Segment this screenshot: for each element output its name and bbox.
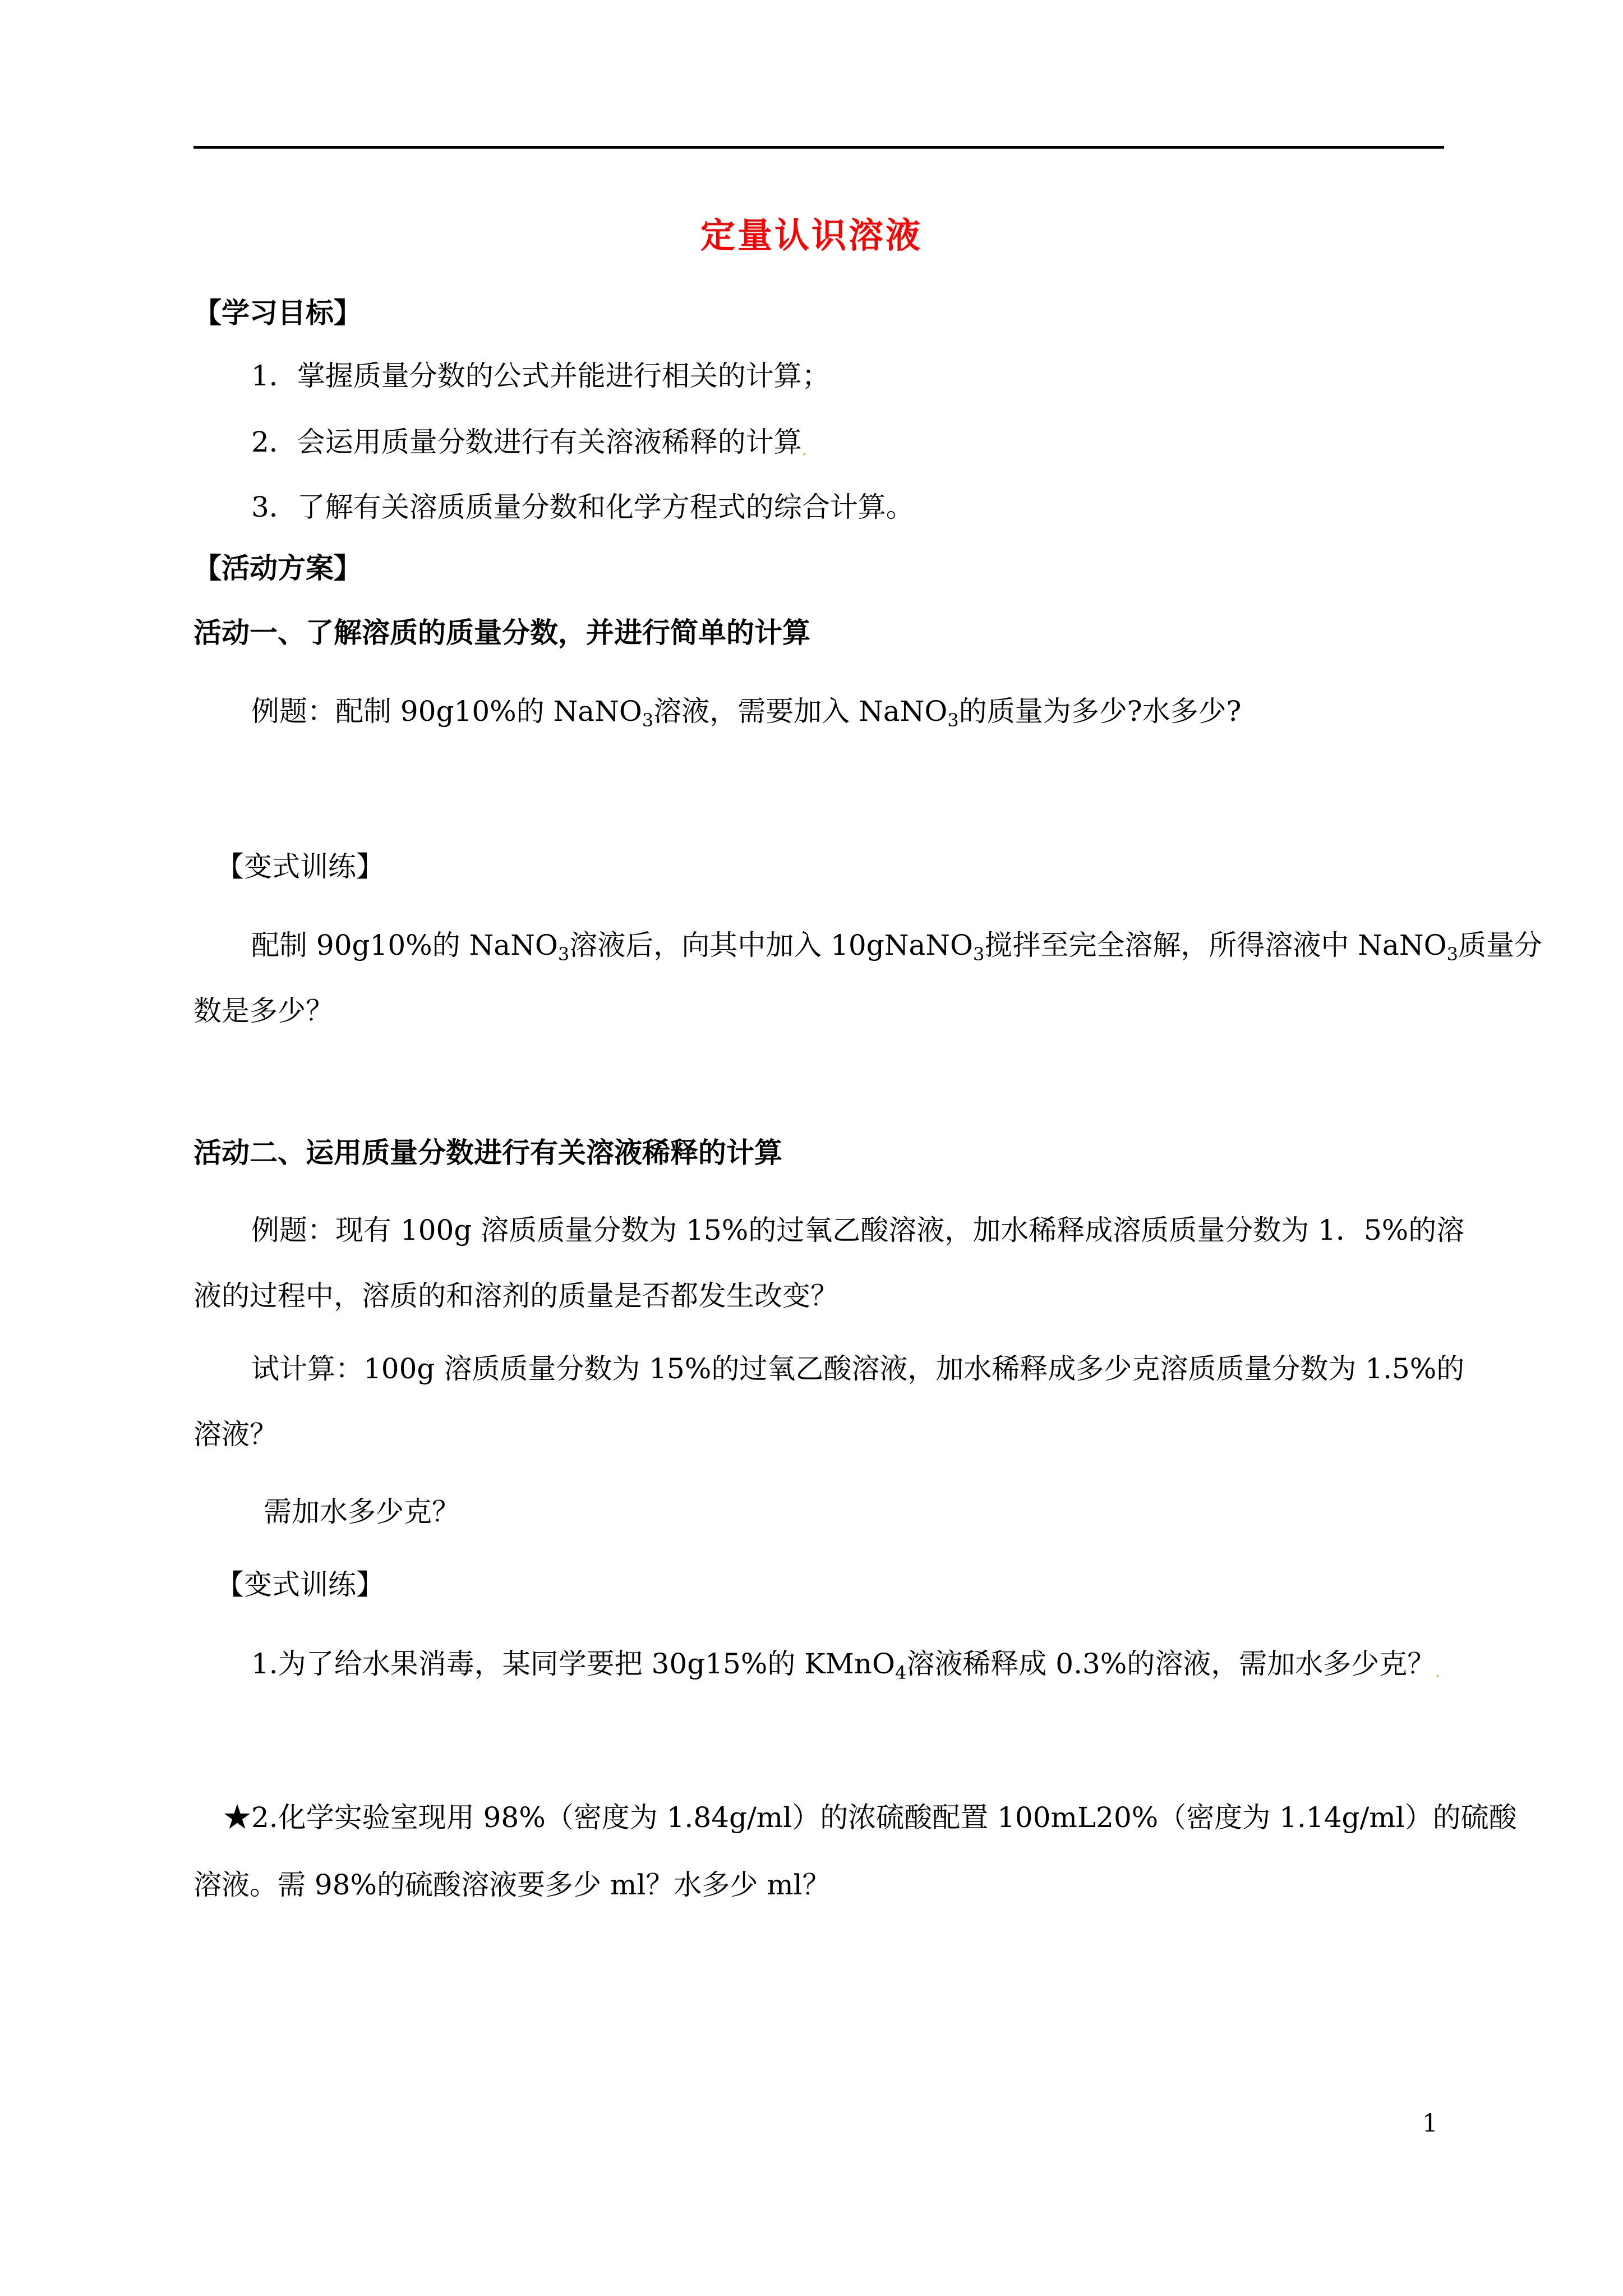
page-number: 1 <box>1422 2109 1438 2138</box>
activity1-variant-heading: 【变式训练】 <box>216 850 384 883</box>
objectives-heading: 【学习目标】 <box>193 297 362 329</box>
header-rule <box>193 146 1444 149</box>
activity1-example: 例题：配制 90g10%的 NaNO$_3$溶液，需要加入 NaNO$_3$的质量为多少?水多少? <box>251 695 1242 731</box>
activity-plan-heading: 【活动方案】 <box>193 552 362 585</box>
activity2-example-line2: 液的过程中，溶质的和溶剂的质量是否都发生改变？ <box>193 1280 838 1312</box>
activity2-example-line1: 例题：现有 100g 溶质质量分数为 15%的过氧乙酸溶液，加水稀释成溶质质量分数为 1．5%的溶 <box>251 1214 1465 1246</box>
activity2-heading: 活动二、运用质量分数进行有关溶液稀释的计算 <box>193 1137 782 1169</box>
activity2-question-2-line2: 溶液。需 98%的硫酸溶液要多少 ml？水多少 ml？ <box>193 1869 831 1901</box>
activity1-heading: 活动一、了解溶质的质量分数，并进行简单的计算 <box>193 616 810 649</box>
activity2-variant-heading: 【变式训练】 <box>216 1568 384 1601</box>
activity1-variant-line2: 数是多少？ <box>193 995 334 1027</box>
activity2-calc-line1: 试计算：100g 溶质质量分数为 15%的过氧乙酸溶液，加水稀释成多少克溶质质量分数为 1.5%的 <box>251 1352 1465 1385</box>
activity2-question-1: 1.为了给水果消毒，某同学要把 30g15%的 KMnO$_4$溶液稀释成 0.3%的溶液，需加水多少克？. <box>251 1648 1440 1683</box>
activity2-question-2-line1: ★2.化学实验室现用 98%（密度为 1.84g/ml）的浓硫酸配置 100mL20%（密度为 1.14g/ml）的硫酸 <box>223 1801 1517 1834</box>
activity2-calc-line2: 溶液？ <box>193 1418 278 1451</box>
objective-item-2: 2．会运用质量分数进行有关溶液稀释的计算. <box>251 426 807 459</box>
activity1-variant-line1: 配制 90g10%的 NaNO$_3$溶液后，向其中加入 10gNaNO$_3$搅拌至完全溶解，所得溶液中 NaNO$_3$质量分 <box>251 929 1542 965</box>
objective-item-3: 3．了解有关溶质质量分数和化学方程式的综合计算。 <box>251 491 914 523</box>
page-title: 定量认识溶液 <box>700 215 923 256</box>
activity2-water-question: 需加水多少克？ <box>264 1496 460 1528</box>
objective-item-1: 1．掌握质量分数的公式并能进行相关的计算； <box>251 360 830 392</box>
